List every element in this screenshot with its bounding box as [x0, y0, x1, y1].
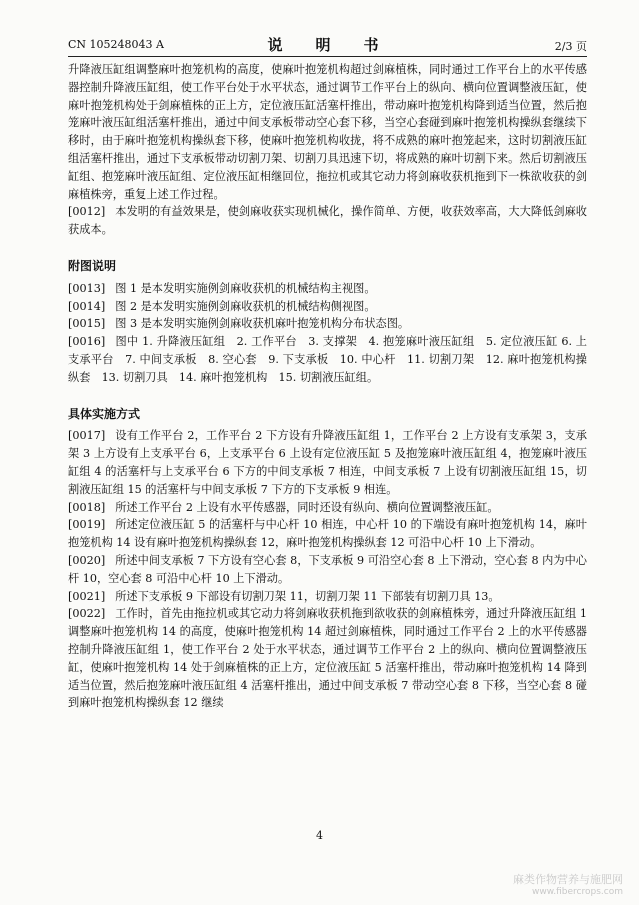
paragraph-number: [0013]: [68, 281, 106, 295]
page-number: 4: [316, 829, 323, 842]
paragraph-number: [0018]: [68, 500, 106, 514]
paragraph-number: [0012]: [68, 205, 106, 219]
watermark: [513, 871, 623, 897]
paragraph-number: [0015]: [68, 317, 106, 331]
paragraph-0014: [68, 298, 587, 316]
paragraph-text: 工作时，首先由拖拉机或其它动力将剑麻收获机拖到欲收获的剑麻植株旁，通过升降液压缸组 1 调整麻叶抱笼机构 14 的高度，使麻叶抱笼机构 14 超过剑麻植株，同时通过工作平台 2 上的水平传感器控制升降液压缸组 1，使工作平台 2 处于水平状态，通过调节工作平台 2 上的纵向、横向位置调整液压缸，使麻叶抱笼机构 14 处于剑麻植株的正上方，定位液压缸 5 活塞杆推出，带动麻叶抱笼机构 14 降到适当位置，然后抱笼麻叶液压缸组 4 活塞杆推出，通过中间支承板 7 带动空心套 8 下移，当空心套 8 碰到麻叶抱笼机构操纵套 12 继续: [68, 607, 587, 710]
paragraph-text: 所述中间支承板 7 下方设有空心套 8，下支承板 9 可沿空心套 8 上下滑动，空心套 8 内为中心杆 10，空心套 8 可沿中心杆 10 上下滑动。: [68, 553, 587, 585]
section-title-embodiment: 具体实施方式: [68, 406, 141, 421]
paragraph-text: 图 2 是本发明实施例剑麻收获机的机械结构侧视图。: [115, 299, 376, 313]
publication-number: CN 105248043 A: [68, 38, 164, 51]
paragraph-number: [0020]: [68, 553, 106, 567]
paragraph-0018: [68, 499, 587, 517]
paragraph-number: [0021]: [68, 589, 106, 603]
paragraph-text: 所述工作平台 2 上设有水平传感器，同时还设有纵向、横向位置调整液压缸。: [115, 500, 499, 514]
paragraph-0020: [68, 552, 587, 588]
paragraph-0012: [68, 203, 587, 239]
watermark-site-name: 麻类作物营养与施肥网: [513, 873, 623, 886]
paragraph-0016: [68, 333, 587, 386]
paragraph-0013: [68, 280, 587, 298]
paragraph-number: [0016]: [68, 335, 106, 349]
paragraph-number: [0019]: [68, 518, 106, 532]
page-header: [68, 34, 587, 57]
document-title: 说 明 书: [267, 36, 388, 54]
paragraph-number: [0017]: [68, 429, 106, 443]
watermark-url: www.fibercrops.com: [532, 887, 623, 897]
paragraph-0021: [68, 588, 587, 606]
paragraph-0015: [68, 315, 587, 333]
paragraph-0017: [68, 427, 587, 498]
paragraph-text: 所述定位液压缸 5 的活塞杆与中心杆 10 相连，中心杆 10 的下端设有麻叶抱笼机构 14，麻叶抱笼机构 14 设有麻叶抱笼机构操纵套 12，麻叶抱笼机构操纵套 12 可沿中心杆 10 上下滑动。: [68, 518, 587, 550]
intro-paragraph: 升降液压缸组调整麻叶抱笼机构的高度，使麻叶抱笼机构超过剑麻植株，同时通过工作平台上的水平传感器控制升降液压缸组，使工作平台处于水平状态，通过调节工作平台上的纵向、横向位置调整液压缸，使麻叶抱笼机构处于剑麻植株的正上方，定位液压缸活塞杆推出，带动麻叶抱笼机构降到适当位置，然后抱笼麻叶液压缸组活塞杆推出，通过中间支承板带动空心套下移，当空心套碰到麻叶抱笼机构操纵套继续下移时，由于麻叶抱笼机构操纵套下移，使麻叶抱笼机构收拢，将不成熟的麻叶抱笼起来，这时切割液压缸组活塞杆推出，通过下支承板带动切割刀架、切割刀具迅速下切，将成熟的麻叶切割下来。然后切割液压缸组、抱笼麻叶液压缸组、定位液压缸相继回位，拖拉机或其它动力将剑麻收获机拖到下一株欲收获的剑麻植株旁，重复上述工作过程。: [68, 63, 587, 201]
paragraph-text: 设有工作平台 2，工作平台 2 下方设有升降液压缸组 1，工作平台 2 上方设有支承架 3，支承架 3 上方设有上支承平台 6，上支承平台 6 上设有定位液压缸 5 及抱笼麻叶液压缸组 4，抱笼麻叶液压缸组 4 的活塞杆与上支承平台 6 下方的中间支承板 7 相连，中间支承板 7 上设有切割液压缸组 15，切割液压缸组 15 的活塞杆与中间支承板 7 下方的下支承板 9 相连。: [68, 429, 587, 496]
paragraph-text: 所述下支承板 9 下部设有切割刀架 11，切割刀架 11 下部装有切割刀具 13。: [115, 589, 500, 603]
paragraph-number: [0014]: [68, 299, 106, 313]
paragraph-text: 本发明的有益效果是，使剑麻收获实现机械化，操作简单、方便，收获效率高，大大降低剑麻收获成本。: [68, 205, 587, 237]
paragraph-number: [0022]: [68, 607, 106, 621]
section-title-figures: 附图说明: [68, 258, 117, 273]
paragraph-0022: [68, 605, 587, 712]
paragraph-0019: [68, 516, 587, 552]
paragraph-text: 图 3 是本发明实施例剑麻收获机麻叶抱笼机构分布状态图。: [115, 317, 410, 331]
page-indicator: 2/3 页: [554, 40, 587, 53]
paragraph-text: 图 1 是本发明实施例剑麻收获机的机械结构主视图。: [115, 281, 376, 295]
document-body: [68, 61, 587, 712]
paragraph-text: 图中 1. 升降液压缸组 2. 工作平台 3. 支撑架 4. 抱笼麻叶液压缸组 5. 定位液压缸 6. 上支承平台 7. 中间支承板 8. 空心套 9. 下支承板 10. 中心杆 11. 切割刀架 12. 麻叶抱笼机构操纵套 13. 切割刀具 14. 麻叶抱笼机构 15. 切割液压缸组。: [68, 335, 587, 384]
